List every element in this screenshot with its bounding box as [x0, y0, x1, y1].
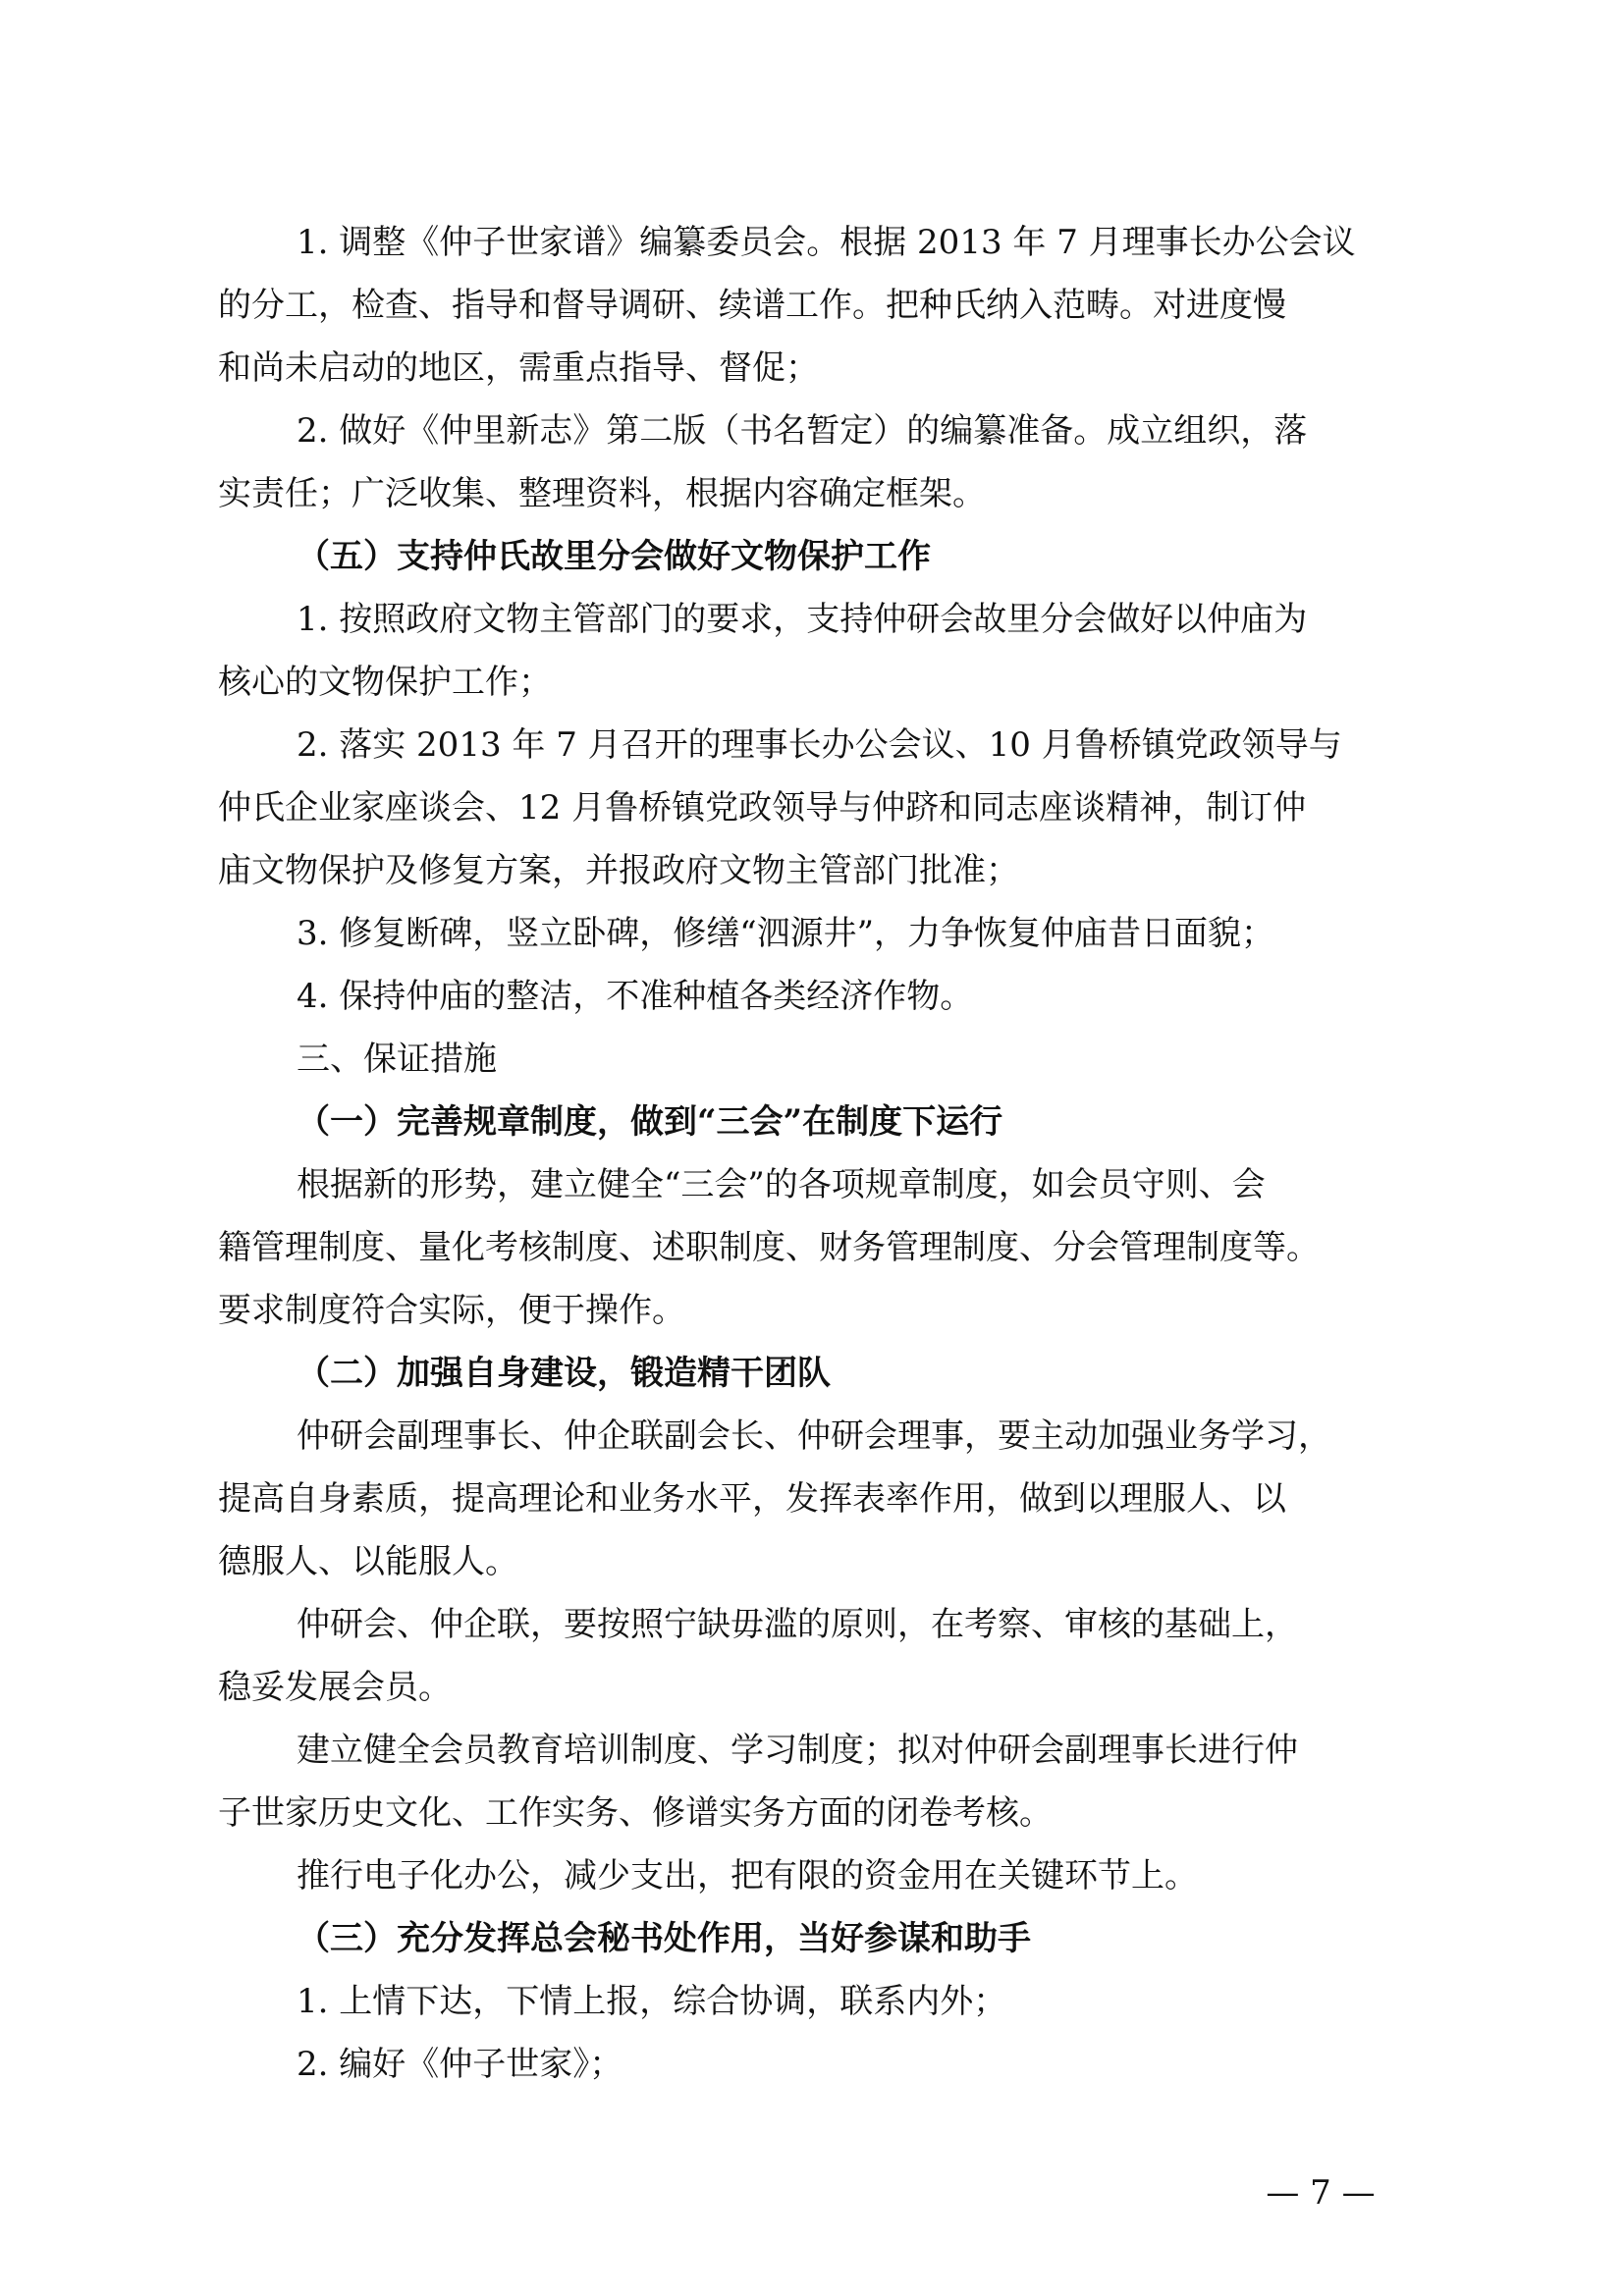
- section-heading-two: （二）加强自身建设，锻造精干团队: [297, 1354, 831, 1393]
- section-heading-three: （三）充分发挥总会秘书处作用，当好参谋和助手: [297, 1919, 1031, 1958]
- paragraph-8-line-3: 德服人、以能服人。: [218, 1542, 518, 1581]
- paragraph-9-line-1: 仲研会、仲企联，要按照宁缺毋滥的原则，在考察、审核的基础上，: [297, 1605, 1298, 1644]
- paragraph-4-line-3: 庙文物保护及修复方案，并报政府文物主管部门批准；: [218, 851, 1019, 890]
- section-heading-five: （五）支持仲氏故里分会做好文物保护工作: [297, 537, 931, 576]
- paragraph-1-line-2: 的分工，检查、指导和督导调研、续谱工作。把种氏纳入范畴。对进度慢: [218, 286, 1286, 325]
- paragraph-10-line-1: 建立健全会员教育培训制度、学习制度；拟对仲研会副理事长进行仲: [297, 1731, 1298, 1770]
- paragraph-8-line-2: 提高自身素质，提高理论和业务水平，发挥表率作用，做到以理服人、以: [218, 1479, 1286, 1519]
- section-title-three: 三、保证措施: [297, 1040, 497, 1079]
- paragraph-10-line-2: 子世家历史文化、工作实务、修谱实务方面的闭卷考核。: [218, 1793, 1053, 1833]
- paragraph-6-line-1: 4. 保持仲庙的整洁，不准种植各类经济作物。: [297, 977, 974, 1016]
- paragraph-1-line-1: 1. 调整《仲子世家谱》编纂委员会。根据 2013 年 7 月理事长办公会议: [297, 223, 1356, 262]
- page-number: — 7 —: [1266, 2173, 1376, 2213]
- paragraph-4-line-1: 2. 落实 2013 年 7 月召开的理事长办公会议、10 月鲁桥镇党政领导与: [297, 725, 1342, 765]
- paragraph-11-line-1: 推行电子化办公，减少支出，把有限的资金用在关键环节上。: [297, 1856, 1198, 1896]
- paragraph-4-line-2: 仲氏企业家座谈会、12 月鲁桥镇党政领导与仲跻和同志座谈精神，制订仲: [218, 788, 1307, 828]
- paragraph-7-line-3: 要求制度符合实际，便于操作。: [218, 1291, 685, 1330]
- paragraph-1-line-3: 和尚未启动的地区，需重点指导、督促；: [218, 348, 819, 388]
- paragraph-3-line-1: 1. 按照政府文物主管部门的要求，支持仲研会故里分会做好以仲庙为: [297, 600, 1308, 639]
- paragraph-8-line-1: 仲研会副理事长、仲企联副会长、仲研会理事，要主动加强业务学习，: [297, 1416, 1331, 1456]
- paragraph-9-line-2: 稳妥发展会员。: [218, 1668, 452, 1707]
- paragraph-7-line-1: 根据新的形势，建立健全“三会”的各项规章制度，如会员守则、会: [297, 1165, 1266, 1204]
- paragraph-2-line-1: 2. 做好《仲里新志》第二版（书名暂定）的编纂准备。成立组织，落: [297, 411, 1308, 451]
- section-heading-one: （一）完善规章制度，做到“三会”在制度下运行: [297, 1102, 1003, 1142]
- paragraph-7-line-2: 籍管理制度、量化考核制度、述职制度、财务管理制度、分会管理制度等。: [218, 1228, 1320, 1267]
- paragraph-5-line-1: 3. 修复断碑，竖立卧碑，修缮“泗源井”，力争恢复仲庙昔日面貌；: [297, 914, 1275, 953]
- paragraph-13-line-1: 2. 编好《仲子世家》；: [297, 2045, 623, 2084]
- paragraph-2-line-2: 实责任；广泛收集、整理资料，根据内容确定框架。: [218, 474, 986, 513]
- paragraph-12-line-1: 1. 上情下达，下情上报，综合协调，联系内外；: [297, 1982, 1007, 2021]
- paragraph-3-line-2: 核心的文物保护工作；: [218, 663, 552, 702]
